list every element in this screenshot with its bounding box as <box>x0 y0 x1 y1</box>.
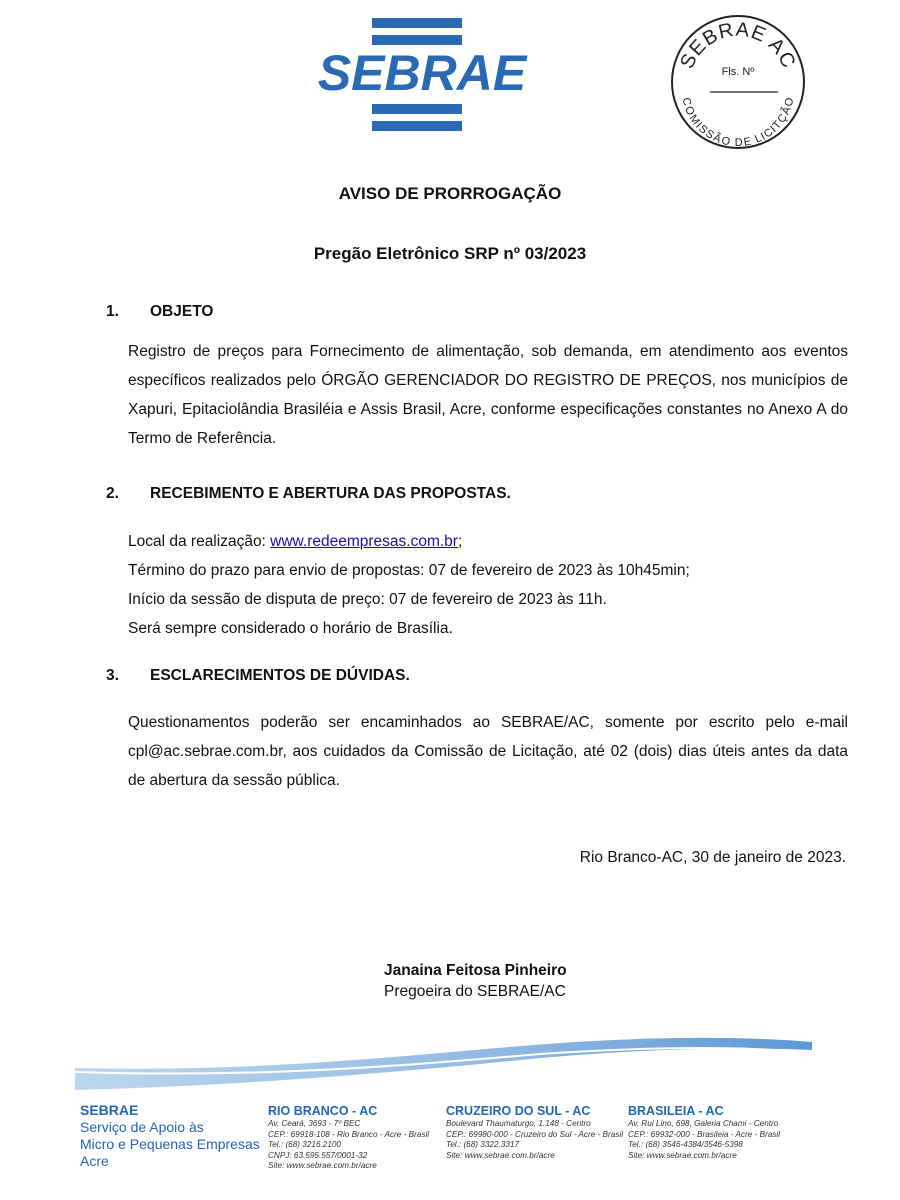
office-name: BRASILEIA - AC <box>628 1104 724 1118</box>
comissao-stamp <box>668 12 808 152</box>
office-line: CEP.: 69980-000 - Cruzeiro do Sul - Acre - Brasil <box>446 1129 624 1139</box>
office-line: Site: www.sebrae.com.br/acre <box>446 1150 555 1160</box>
office-line: Site: www.sebrae.com.br/acre <box>268 1161 377 1170</box>
redeempresas-link[interactable]: www.redeempresas.com.br <box>270 533 458 550</box>
section-1-title: OBJETO <box>150 303 214 320</box>
svg-text:SEBRAE AC <box>676 19 800 72</box>
office-line: Tel.: (68) 3216.2100 <box>268 1140 341 1149</box>
footer-office-cruzeiro-do-sul <box>446 1104 623 1161</box>
document-title: AVISO DE PRORROGAÇÃO <box>338 184 562 203</box>
section-3-body: Questionamentos poderão ser encaminhados ao SEBRAE/AC, somente por escrito pelo e-mail cpl@ac.sebrae.com.br, aos cuidados da Comissão de Licitação, até 02 (dois) dias úteis antes da data de abertura da sessão pública. <box>128 714 848 789</box>
local-label: Local da realização: <box>128 533 271 550</box>
stamp-center-text: Fls. Nº <box>721 66 755 78</box>
office-name: RIO BRANCO - AC <box>268 1104 378 1118</box>
section-1-body: Registro de preços para Fornecimento de alimentação, sob demanda, em atendimento aos eventos específicos realizados pelo ÓRGÃO GERENCIADOR DO REGISTRO DE PREÇOS, nos municípios de Xapuri, Epitaciolândia Brasiléia e Assis Brasil, Acre, conforme especificações constantes no Anexo A do Termo de Referência. <box>128 343 848 447</box>
footer-brand-line: Micro e Pequenas Empresas <box>80 1136 260 1152</box>
section-3-title: ESCLARECIMENTOS DE DÚVIDAS. <box>150 667 410 684</box>
date-line: Rio Branco-AC, 30 de janeiro de 2023. <box>579 849 846 866</box>
office-line: Tel.: (68) 3546-4384/3546-5398 <box>628 1140 743 1149</box>
footer-brand-line: Serviço de Apoio às <box>80 1119 204 1135</box>
office-line: Tel.: (68) 3322.3317 <box>446 1140 519 1149</box>
footer-office-brasileia <box>628 1104 780 1161</box>
section-2-line-2: Término do prazo para envio de propostas: 07 de fevereiro de 2023 às 10h45min; <box>128 562 690 579</box>
local-suffix: ; <box>457 533 463 550</box>
section-2-line-3: Início da sessão de disputa de preço: 07 de fevereiro de 2023 às 11h. <box>128 591 607 608</box>
section-1-number: 1. <box>106 303 119 320</box>
footer-wave <box>0 1020 900 1100</box>
office-line: Boulevard Thaumaturgo, 1.148 - Centro <box>446 1119 591 1128</box>
section-3-number: 3. <box>106 667 119 684</box>
section-2-number: 2. <box>106 485 119 502</box>
document-subtitle: Pregão Eletrônico SRP nº 03/2023 <box>313 244 587 263</box>
office-line: CEP.: 69918-108 - Rio Branco - Acre - Brasil <box>268 1129 430 1139</box>
signatory-role: Pregoeira do SEBRAE/AC <box>384 983 566 1000</box>
office-line: Site: www.sebrae.com.br/acre <box>628 1150 737 1160</box>
office-line: CEP.: 69932-000 - Brasileia - Acre - Brasil <box>628 1129 780 1139</box>
footer-office-rio-branco <box>268 1104 429 1172</box>
footer-brand-line: Acre <box>80 1153 109 1169</box>
section-2-local-line <box>128 527 462 556</box>
section-2-title: RECEBIMENTO E ABERTURA DAS PROPOSTAS. <box>150 485 511 502</box>
svg-text:COMISSÃO DE LICITÇÃO <box>680 96 797 149</box>
sebrae-logo <box>310 15 535 135</box>
logo-wordmark: SEBRAE <box>317 45 527 101</box>
section-2-line-4: Será sempre considerado o horário de Brasília. <box>128 620 453 637</box>
footer-brand <box>80 1102 260 1170</box>
footer-brand-name: SEBRAE <box>80 1102 139 1118</box>
signatory-name: Janaina Feitosa Pinheiro <box>384 962 567 979</box>
office-line: Av. Rui Lino, 698, Galeria Chami - Centro <box>628 1119 779 1128</box>
office-line: Av. Ceará, 3693 - 7º BEC <box>268 1119 361 1128</box>
office-name: CRUZEIRO DO SUL - AC <box>446 1104 591 1118</box>
stamp-bottom-text: COMISSÃO DE LICITÇÃO <box>679 96 797 150</box>
office-line: CNPJ: 63.595.557/0001-32 <box>268 1150 368 1160</box>
stamp-top-text: SEBRAE AC <box>676 18 800 73</box>
